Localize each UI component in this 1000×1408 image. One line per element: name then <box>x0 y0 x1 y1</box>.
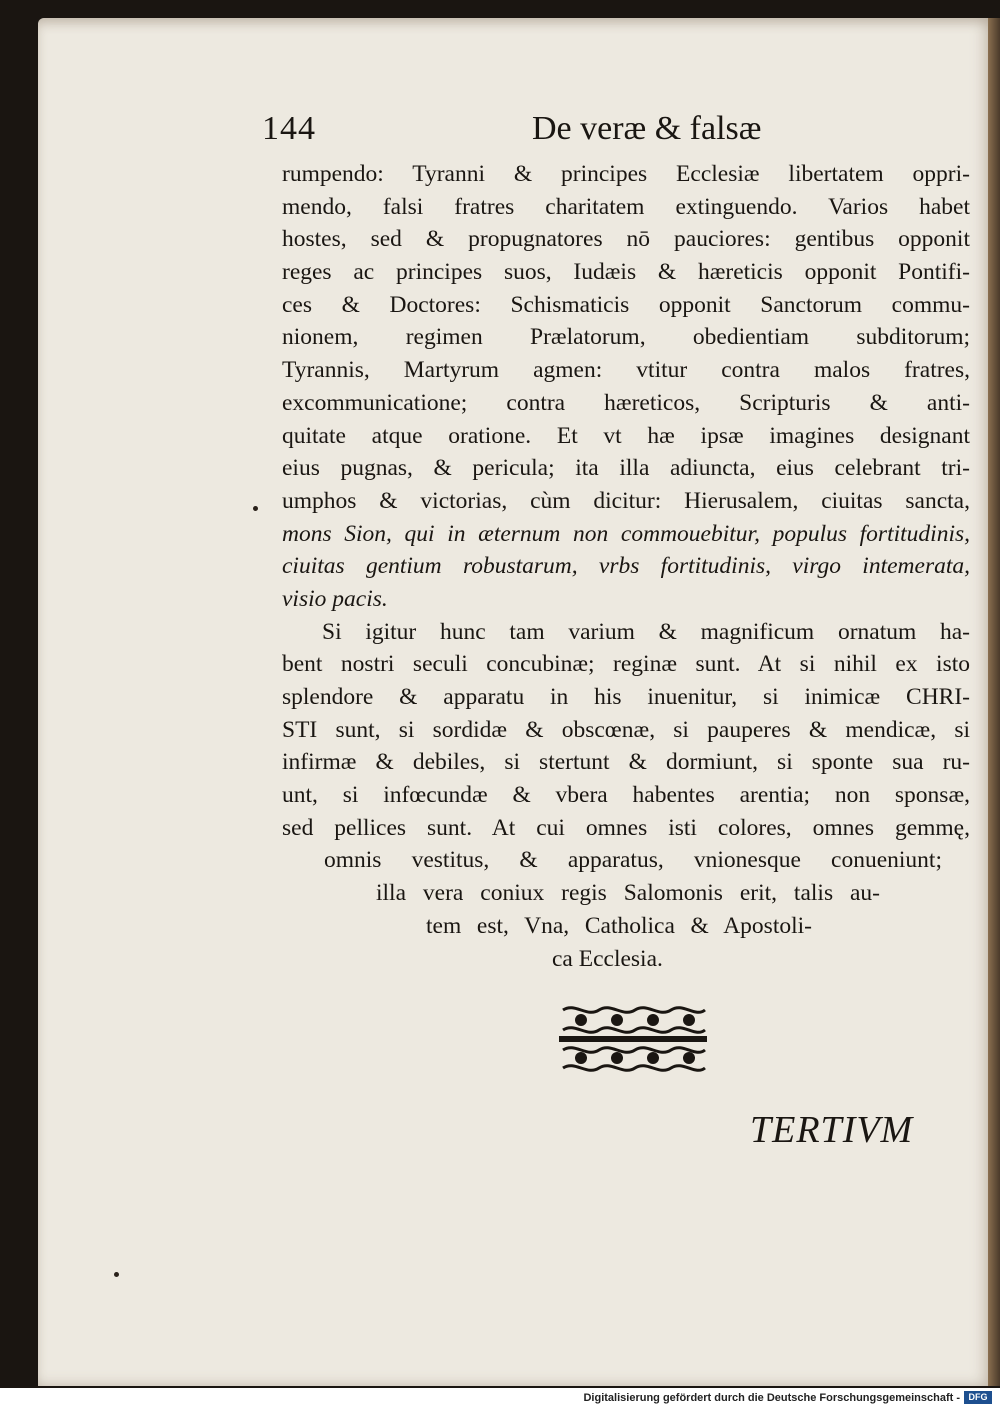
text-line: omnis vestitus, & apparatus, vnionesque conueniunt; <box>324 847 942 874</box>
dfg-logo-icon: DFG <box>964 1391 992 1404</box>
text-line: nionem, regimen Prælatorum, obedientiam subditorum; <box>282 324 970 351</box>
text-line: infirmæ & debiles, si stertunt & dormiunt, si sponte sua ru- <box>282 749 970 776</box>
text-line: quitate atque oratione. Et vt hæ ipsæ imagines designant <box>282 422 970 449</box>
book-edge <box>988 18 1000 1386</box>
footer-credit: Digitalisierung gefördert durch die Deutsche Forschungsgemeinschaft - <box>583 1392 960 1404</box>
running-head <box>262 110 782 160</box>
text-line: ca Ecclesia. <box>552 945 663 972</box>
printers-ornament <box>555 1000 711 1078</box>
text-line: bent nostri seculi concubinæ; reginæ sunt. At si nihil ex isto <box>282 651 970 678</box>
text-line: STI sunt, si sordidæ & obscœnæ, si pauperes & mendicæ, si <box>282 716 970 743</box>
text-line: splendore & apparatu in his inuenitur, si inimicæ CHRI- <box>282 684 970 710</box>
running-title: De veræ & falsæ <box>532 110 762 147</box>
text-line: eius pugnas, & pericula; ita illa adiuncta, eius celebrant tri- <box>282 455 970 482</box>
text-line: Si igitur hunc tam varium & magnificum ornatum ha- <box>322 618 970 645</box>
text-line-italic: ciuitas gentium robustarum, vrbs fortitudinis, virgo intemerata, <box>282 553 970 580</box>
text-line: mendo, falsi fratres charitatem extinguendo. Varios habet <box>282 193 970 220</box>
footer-bar <box>0 1388 1000 1408</box>
text-line: unt, si infœcundæ & vbera habentes arentia; non sponsæ, <box>282 782 970 809</box>
text-line: hostes, sed & propugnatores nō pauciores: gentibus opponit <box>282 226 970 253</box>
ink-speck <box>253 506 258 511</box>
text-line-italic: visio pacis. <box>282 585 388 612</box>
text-line-italic: mons Sion, qui in æternum non commouebitur, populus fortitudinis, <box>282 520 970 547</box>
text-line: Tyrannis, Martyrum agmen: vtitur contra malos fratres, <box>282 357 970 384</box>
text-line: umphos & victorias, cùm dicitur: Hierusalem, ciuitas sancta, <box>282 487 970 514</box>
body-text <box>282 158 970 975</box>
text-line: rumpendo: Tyranni & principes Ecclesiæ libertatem oppri- <box>282 161 970 187</box>
text-line: ces & Doctores: Schismaticis opponit Sanctorum commu- <box>282 291 970 318</box>
ink-speck <box>114 1272 119 1277</box>
text-line: tem est, Vna, Catholica & Apostoli- <box>426 912 812 939</box>
text-line: illa vera coniux regis Salomonis erit, talis au- <box>376 880 880 907</box>
text-line: excommunicatione; contra hæreticos, Scripturis & anti- <box>282 389 970 416</box>
text-line: reges ac principes suos, Iudæis & hæreticis opponit Pontifi- <box>282 259 970 286</box>
page-number: 144 <box>262 110 316 147</box>
catchword: TERTIVM <box>750 1109 914 1151</box>
text-line: sed pellices sunt. At cui omnes isti colores, omnes gemmę, <box>282 814 970 841</box>
